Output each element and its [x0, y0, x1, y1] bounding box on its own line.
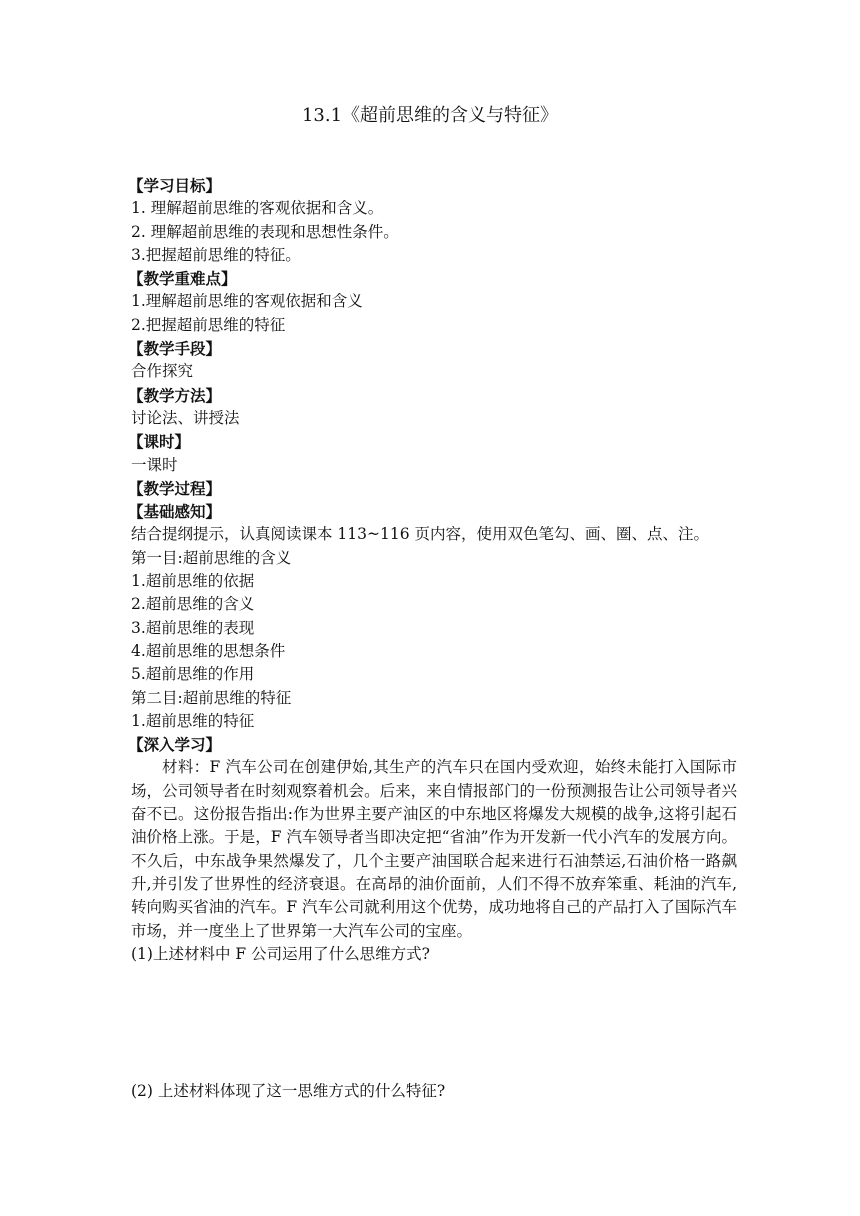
objective-item: 2. 理解超前思维的表现和思想性条件。: [131, 222, 399, 241]
part1-item: 4.超前思维的思想条件: [131, 641, 286, 660]
key-point-item: 2.把握超前思维的特征: [131, 315, 286, 334]
material-paragraph: 材料：F 汽车公司在创建伊始,其生产的汽车只在国内受欢迎，始终未能打入国际市场，公司领导者在时刻观察着机会。后来，来自情报部门的一份预测报告让公司领导者兴奋不已。这份报告指出:作为世界主要产油区的中东地区将爆发大规模的战争,这将引起石油价格上涨。于是，F 汽车领导者当即决定把“省油”作为开发新一代小汽车的发展方向。不久后，中东战争果然爆发了，几个主要产油国联合起来进行石油禁运,石油价格一路飙升,并引发了世界性的经济衰退。在高昂的油价面前，人们不得不放弃笨重、耗油的汽车,转向购买省油的汽车。F 汽车公司就利用这个优势，成功地将自己的产品打入了国际汽车市场，并一度坐上了世界第一大汽车公司的宝座。: [131, 758, 737, 940]
objective-item: 1. 理解超前思维的客观依据和含义。: [131, 199, 384, 218]
means-text: 合作探究: [131, 362, 194, 381]
process-heading: 【教学过程】: [128, 478, 222, 498]
part1-item: 3.超前思维的表现: [131, 618, 255, 637]
objective-item: 3.把握超前思维的特征。: [131, 245, 301, 264]
part1-item: 1.超前思维的依据: [131, 572, 255, 591]
methods-heading: 【教学方法】: [128, 385, 222, 405]
document-body: [128, 174, 737, 966]
basic-intro: 结合提纲提示，认真阅读课本 113~116 页内容，使用双色笔勾、画、圈、点、注。: [131, 525, 710, 544]
part2-title: 第二目:超前思维的特征: [131, 688, 292, 707]
deep-heading: 【深入学习】: [128, 735, 222, 755]
part2-item: 1.超前思维的特征: [131, 711, 255, 730]
question-2: (2) 上述材料体现了这一思维方式的什么特征?: [131, 1082, 446, 1100]
basic-heading: 【基础感知】: [128, 502, 222, 522]
document-title: 13.1《超前思维的含义与特征》: [301, 105, 559, 126]
part1-title: 第一目:超前思维的含义: [131, 548, 292, 567]
question-1: (1)上述材料中 F 公司运用了什么思维方式?: [131, 944, 430, 963]
key-points-heading: 【教学重难点】: [128, 269, 237, 289]
part1-item: 5.超前思维的作用: [131, 665, 255, 684]
means-heading: 【教学手段】: [128, 339, 222, 359]
part1-item: 2.超前思维的含义: [131, 595, 255, 614]
objectives-heading: 【学习目标】: [128, 176, 222, 195]
methods-text: 讨论法、讲授法: [131, 408, 240, 427]
hours-heading: 【课时】: [128, 432, 191, 452]
key-point-item: 1.理解超前思维的客观依据和含义: [131, 292, 363, 311]
hours-text: 一课时: [131, 455, 178, 474]
